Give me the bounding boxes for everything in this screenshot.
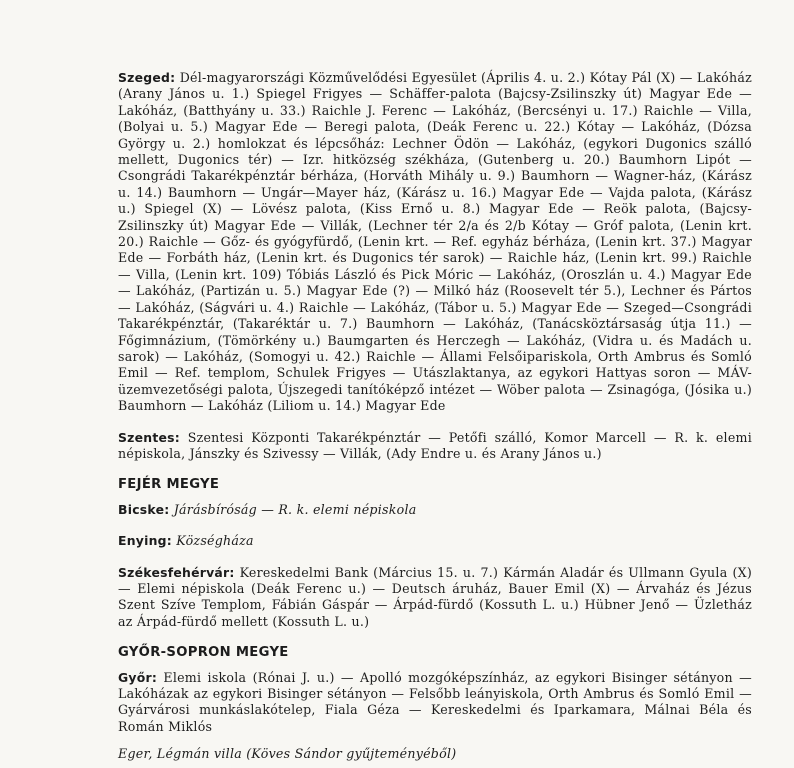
place-name: Győr: [118, 669, 158, 685]
entry-text: Kereskedelmi Bank (Március 15. u. 7.) Kármán Aladár és Ullmann Gyula (X) — Elemi népiskola (Deák Ferenc u.) — Deutsch áruház, Bauer Emil (X) — Árvaház és Jézus Szent Szíve Templom, Fábián Gáspár — Árpád-fürdő (Kossuth L. u.) Hübner Jenő — Üzletház az Árpád-fürdő mellett (Kossuth L. u.) [118, 564, 752, 629]
entry-szekesfehervar [118, 565, 752, 631]
image-caption [118, 746, 752, 762]
entry-szentes [118, 430, 752, 463]
entry-text: Dél-magyarországi Közművelődési Egyesület (Április 4. u. 2.) Kótay Pál (X) — Lakóház (Arany János u. 1.) Spiegel Frigyes — Schäffer-palota (Bajcsy-Zsilinszky út) Magyar Ede — Lakóház, (Batthyány u. 33.) Raichle J. Ferenc — Lakóház, (Bercsényi u. 17.) Raichle — Villa, (Bolyai u. 5.) Magyar Ede — Beregi palota, (Deák Ferenc u. 22.) Kótay — Lakóház, (Dózsa György u. 2.) homlokzat és lépcsőház: Lechner Ödön — Lakóház, (egykori Dugonics szálló mellett, Dugonics tér) — Izr. hitközség székháza, (Gutenberg u. 20.) Baumhorn Lipót — Csongrádi Takarékpénztár bérháza, (Horváth Mihály u. 9.) Baumhorn — Wagner-ház, (Kárász u. 14.) Baumhorn — Ungár—Mayer ház, (Kárász u. 16.) Magyar Ede — Vajda palota, (Kárász u.) Spiegel (X) — Lövész palota, (Kiss Ernő u. 8.) Magyar Ede — Reök palota, (Bajcsy-Zsilinszky út) Magyar Ede — Villák, (Lechner tér 2/a és 2/b Kótay — Gróf palota, (Lenin krt. 20.) Raichle — Gőz- és gyógyfürdő, (Lenin krt. — Ref. egyház bérháza, (Lenin krt. 37.) Magyar Ede — Forbáth ház, (Lenin krt. és Dugonics tér sarok) — Raichle ház, (Lenin krt. 99.) Raichle — Villa, (Lenin krt. 109) Tóbiás László és Pick Móric — Lakóház, (Oroszlán u. 4.) Magyar Ede — Lakóház, (Partizán u. 5.) Magyar Ede (?) — Milkó ház (Roosevelt tér 5.), Lechner és Pártos — Lakóház, (Ságvári u. 4.) Raichle — Lakóház, (Tábor u. 5.) Magyar Ede — Szeged—Csongrádi Takarékpénztár, (Takaréktár u. 7.) Baumhorn — Lakóház, (Tanácsköztársaság útja 11.) — Főgimnázium, (Tömörkény u.) Baumgarten és Herczegh — Lakóház, (Vidra u. és Madách u. sarok) — Lakóház, (Somogyi u. 42.) Raichle — Állami Felsőipariskola, Orth Ambrus és Somló Emil — Ref. templom, Schulek Frigyes — Utászlaktanya, az egykori Hattyas soron — MÁV-üzemvezetőségi palota, Újszegedi tanítóképző intézet — Wöber palota — Zsinagóga, (Jósika u.) Baumhorn — Lakóház (Liliom u. 14.) Magyar Ede [118, 70, 752, 414]
entry-text: Elemi iskola (Rónai J. u.) — Apolló mozgóképszínház, az egykori Bisinger sétányon — Lakóházak az egykori Bisinger sétányon — Felsőbb leányiskola, Orth Ambrus és Somló Emil — Gyárvárosi munkáslakótelep, Fiala Géza — Kereskedelmi és Iparkamara, Málnai Béla és Román Miklós [118, 669, 752, 734]
place-name: Bicske: [118, 501, 170, 517]
entry-gyor [118, 670, 752, 736]
entry-text: Járásbíróság — R. k. elemi népiskola [173, 501, 417, 517]
place-name: Enying: [118, 533, 173, 549]
county-heading-fejer: FEJÉR MEGYE [118, 477, 220, 493]
entry-enying [118, 533, 752, 549]
entry-szeged [118, 70, 752, 415]
place-name: Szeged: [118, 70, 176, 85]
place-name: Székesfehérvár: [118, 564, 235, 580]
caption-text: Eger, Légmán villa (Köves Sándor gyűjteményéből) [118, 746, 457, 762]
text-column [118, 70, 752, 763]
entry-text: Szentesi Központi Takarékpénztár — Petőfi szálló, Komor Marcell — R. k. elemi népiskola, Jánszky és Szivessy — Villák, (Ady Endre u. és Arany János u.) [118, 429, 752, 461]
entry-bicske [118, 502, 752, 518]
county-heading-gyor-sopron: GYŐR-SOPRON MEGYE [118, 645, 289, 661]
entry-text: Községháza [176, 533, 254, 549]
place-name: Szentes: [118, 429, 181, 445]
